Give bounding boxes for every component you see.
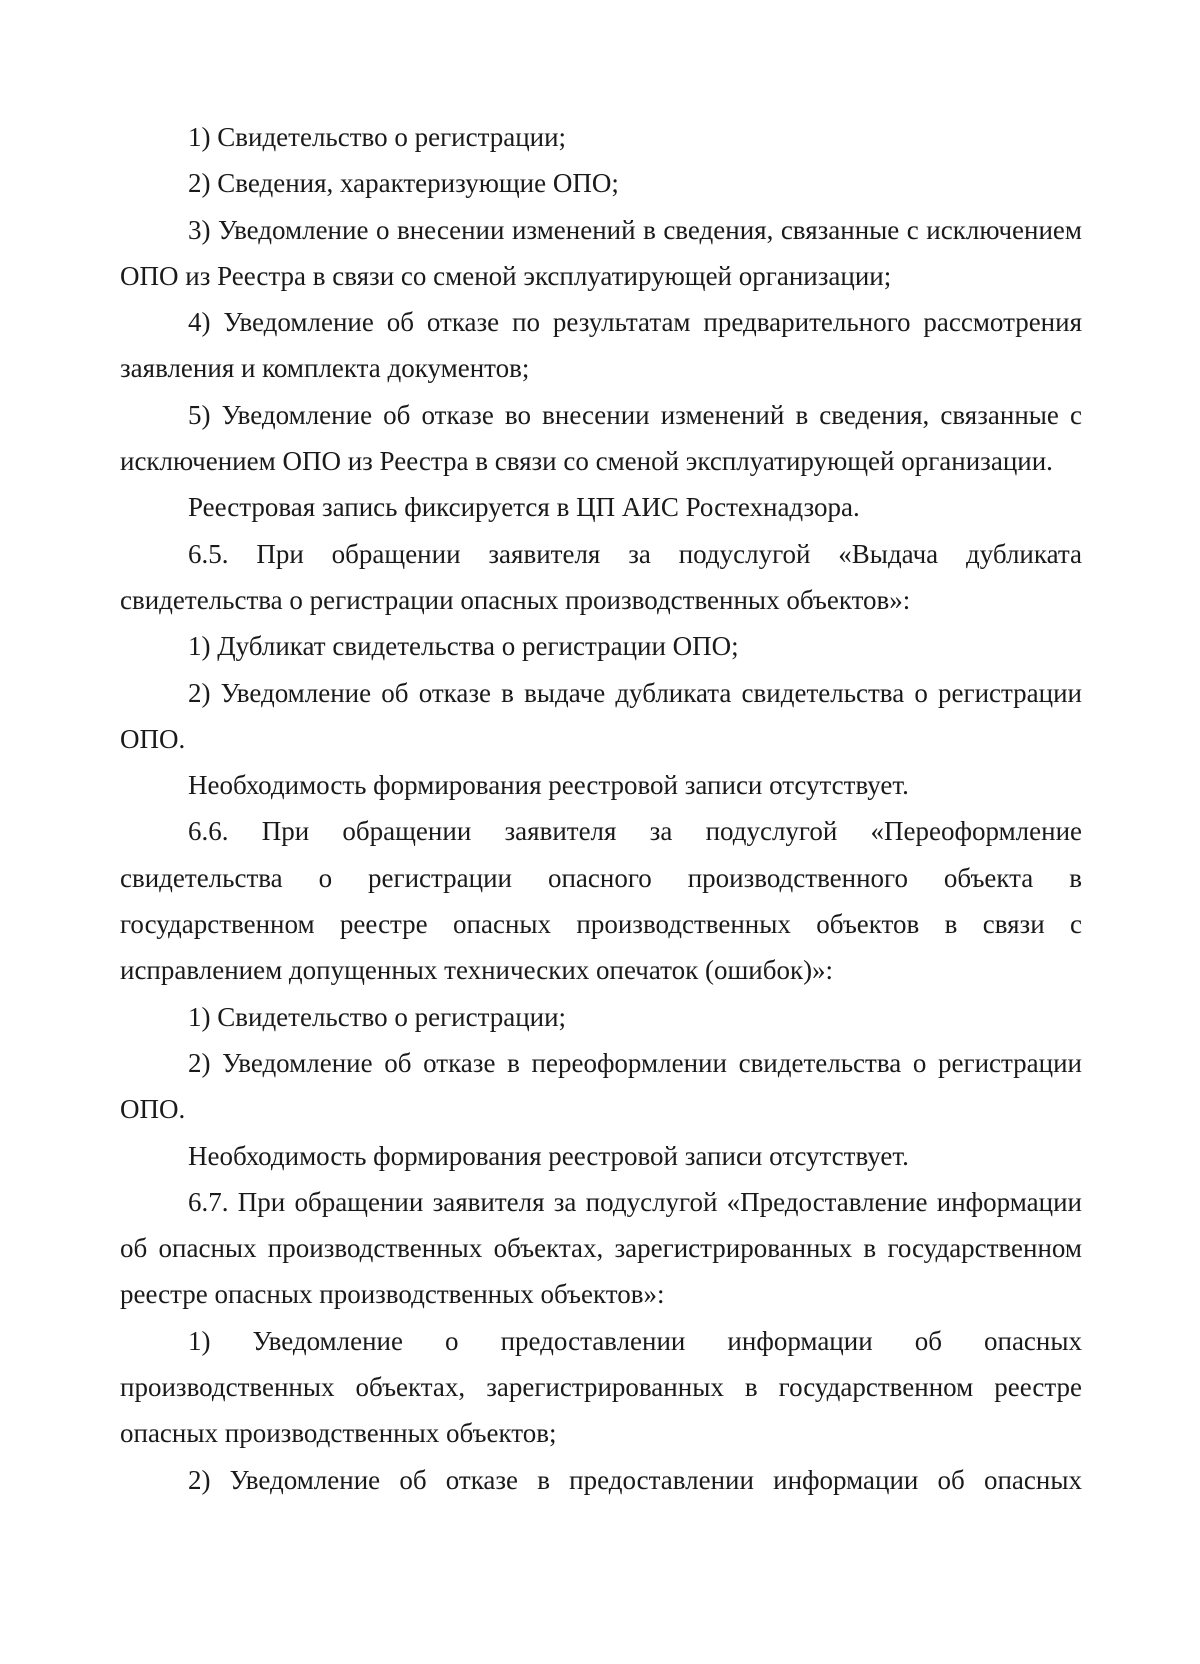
list-item-refusal-duplicate: 2) Уведомление об отказе в выдаче дубликата свидетельства о регистрации ОПО. (120, 677, 1082, 754)
section-6-7-heading: 6.7. При обращении заявителя за подуслугой «Предоставление информации об опасных производственных объектах, зарегистрированных в государственном реестре опасных производственных объектов»: (120, 1186, 1082, 1310)
list-item-refusal-changes: 5) Уведомление об отказе во внесении изменений в сведения, связанные с исключением ОПО из Реестра в связи со сменой эксплуатирующей организации. (120, 399, 1082, 477)
list-item-certificate: 1) Свидетельство о регистрации; (188, 122, 567, 152)
registry-record-note: Реестровая запись фиксируется в ЦП АИС Ростехнадзора. (188, 492, 860, 523)
section-6-6-heading: 6.6. При обращении заявителя за подуслугой «Переоформление свидетельства о регистрации опасного производственного объекта в государственном реестре опасных производственных объектов в связи с исправлением допущенных технических опечаток (ошибок)»: (120, 816, 1082, 986)
list-item-refusal-preliminary: 4) Уведомление об отказе по результатам предварительного рассмотрения заявления и комплекта документов; (120, 307, 1082, 384)
list-item-refusal-info: 2) Уведомление об отказе в предоставлении информации об опасных (188, 1464, 1082, 1495)
list-item-opo-details: 2) Сведения, характеризующие ОПО; (188, 168, 619, 199)
list-item-refusal-reissue: 2) Уведомление об отказе в переоформлении свидетельства о регистрации ОПО. (120, 1047, 1082, 1125)
list-item-duplicate: 1) Дубликат свидетельства о регистрации ОПО; (188, 631, 739, 662)
list-item-certificate: 1) Свидетельство о регистрации; (188, 1001, 567, 1032)
section-6-5-heading: 6.5. При обращении заявителя за подуслугой «Выдача дубликата свидетельства о регистрации опасных производственных объектов»: (120, 538, 1082, 615)
registry-not-required-note: Необходимость формирования реестровой записи отсутствует. (188, 1140, 909, 1171)
list-item-change-notice: 3) Уведомление о внесении изменений в сведения, связанные с исключением ОПО из Реестра в связи со сменой эксплуатирующей организации; (120, 214, 1082, 291)
registry-not-required-note: Необходимость формирования реестровой записи отсутствует. (188, 770, 909, 801)
list-item-info-notice: 1) Уведомление о предоставлении информации об опасных производственных объектах, зарегистрированных в государственном реестре опасных производственных объектов; (120, 1325, 1082, 1449)
